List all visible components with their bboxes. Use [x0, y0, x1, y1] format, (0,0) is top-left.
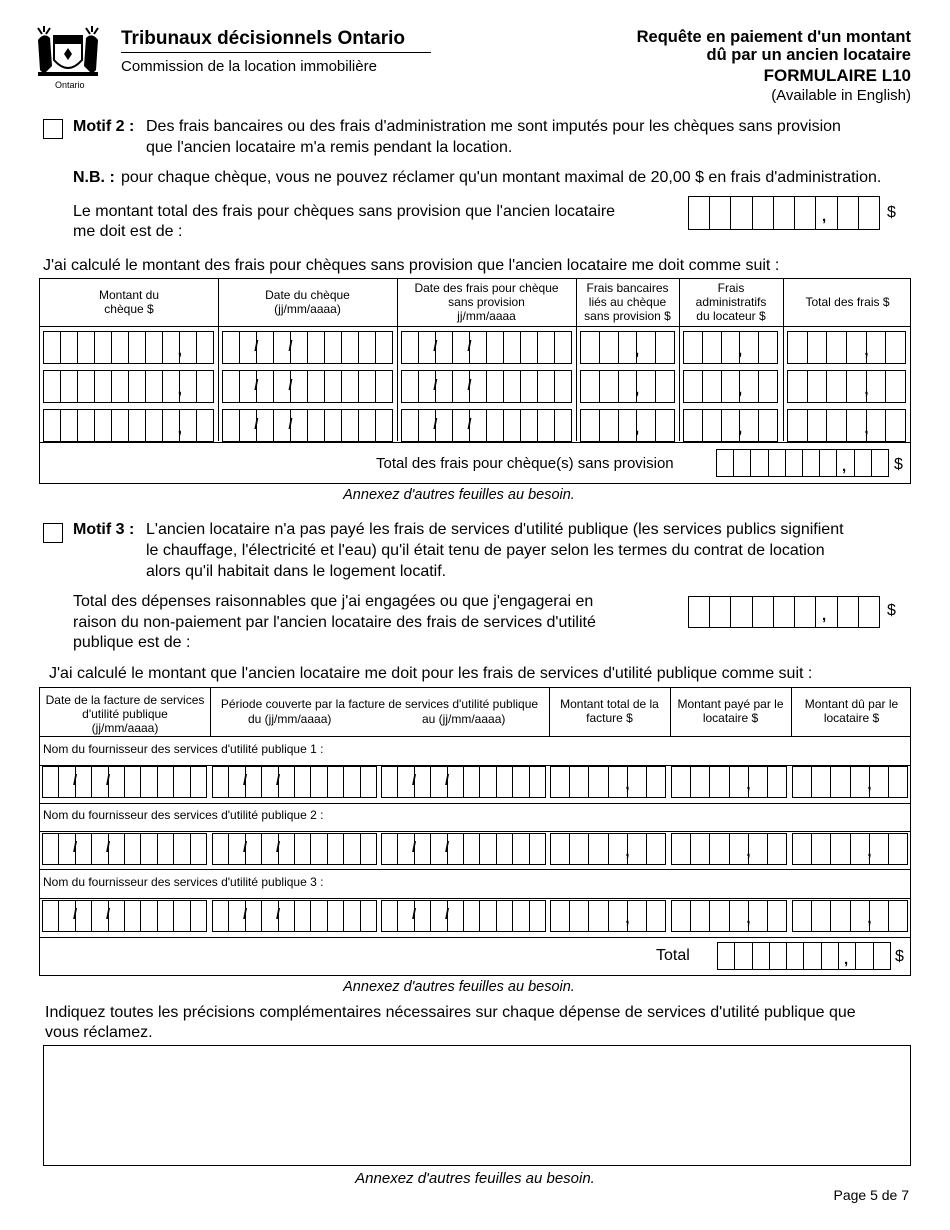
- details-prompt-2: vous réclamez.: [45, 1024, 153, 1041]
- utilities-table: [39, 687, 911, 976]
- admin-fees-field[interactable]: [683, 331, 778, 364]
- date-slash: /: [254, 376, 259, 394]
- date-slash: /: [243, 906, 248, 923]
- annex-note-1: Annexez d'autres feuilles au besoin.: [343, 487, 575, 503]
- col-header-period-from: du (jj/mm/aaaa): [248, 712, 332, 726]
- motif2-checkbox[interactable]: [43, 119, 63, 139]
- motif2-total-amount-field[interactable]: [688, 196, 880, 230]
- invoice-date-field[interactable]: [42, 833, 207, 865]
- decimal-comma: ,: [635, 419, 640, 437]
- date-slash: /: [412, 906, 417, 923]
- decimal-comma: ,: [635, 341, 640, 359]
- decimal-comma: ,: [842, 458, 847, 475]
- provider-1-label: Nom du fournisseur des services d'utilité publique 1 :: [43, 742, 324, 756]
- motif3-total-amount-field[interactable]: [688, 596, 880, 628]
- decimal-comma: ,: [864, 380, 869, 398]
- decimal-comma: ,: [177, 341, 182, 359]
- admin-fees-field[interactable]: [683, 370, 778, 403]
- date-slash: /: [445, 839, 450, 856]
- date-slash: /: [276, 772, 281, 789]
- invoice-total-field[interactable]: [550, 900, 666, 932]
- motif2-total-question-2: me doit est de :: [73, 223, 183, 240]
- motif2-calc-intro: J'ai calculé le montant des frais pour chèques sans provision que l'ancien locataire me doit comme suit :: [43, 257, 780, 274]
- motif3-calc-intro: J'ai calculé le montant que l'ancien locataire me doit pour les frais de services d'utilité publique comme suit :: [49, 665, 813, 682]
- motif3-text-3: alors qu'il habitait dans le logement locatif.: [146, 563, 447, 580]
- amount-owed-field[interactable]: [792, 833, 908, 865]
- invoice-date-field[interactable]: [42, 766, 207, 798]
- details-prompt-1: Indiquez toutes les précisions complémentaires nécessaires sur chaque dépense de services d'utilité publique que: [45, 1004, 856, 1021]
- col-header-invoice-total: Montant total de la facture $: [560, 697, 659, 725]
- invoice-total-field[interactable]: [550, 833, 666, 865]
- utilities-total-label: Total: [656, 947, 690, 964]
- annex-note-3: Annexez d'autres feuilles au besoin.: [355, 1170, 595, 1187]
- date-slash: /: [106, 839, 111, 856]
- available-english: (Available in English): [771, 87, 911, 104]
- date-slash: /: [433, 415, 438, 433]
- cheque-date-field[interactable]: [222, 370, 393, 403]
- amount-owed-field[interactable]: [792, 900, 908, 932]
- decimal-comma: ,: [625, 843, 630, 860]
- decimal-comma: ,: [864, 419, 869, 437]
- col-header-invoice-date: Date de la facture de services d'utilité publique (jj/mm/aaaa): [45, 693, 205, 735]
- date-slash: /: [433, 337, 438, 355]
- annex-note-2: Annexez d'autres feuilles au besoin.: [343, 979, 575, 995]
- date-slash: /: [254, 415, 259, 433]
- nb-text: pour chaque chèque, vous ne pouvez réclamer qu'un montant maximal de 20,00 $ en frais d'administration.: [121, 169, 882, 186]
- decimal-comma: ,: [738, 419, 743, 437]
- decimal-comma: ,: [844, 951, 849, 968]
- decimal-comma: ,: [867, 776, 872, 793]
- motif3-text-2: le chauffage, l'électricité et l'eau) qu'il était tenu de payer selon les termes du contrat de location: [146, 542, 825, 559]
- currency-symbol: $: [887, 602, 896, 619]
- form-title-1: Requête en paiement d'un montant: [636, 28, 911, 46]
- date-slash: /: [276, 839, 281, 856]
- amount-paid-field[interactable]: [671, 900, 787, 932]
- motif3-total-question-3: publique est de :: [73, 634, 191, 651]
- bank-fees-field[interactable]: [580, 370, 675, 403]
- decimal-comma: ,: [177, 380, 182, 398]
- org-name: Tribunaux décisionnels Ontario: [121, 28, 405, 49]
- decimal-comma: ,: [867, 843, 872, 860]
- period-to-field[interactable]: [381, 900, 546, 932]
- nb-label: N.B. :: [73, 169, 115, 186]
- nsf-date-field[interactable]: [401, 409, 572, 442]
- decimal-comma: ,: [625, 776, 630, 793]
- date-slash: /: [288, 415, 293, 433]
- motif2-text-2: que l'ancien locataire m'a remis pendant la location.: [146, 139, 513, 156]
- form-title-2: dû par un ancien locataire: [706, 46, 911, 64]
- col-header-paid: Montant payé par le locataire $: [677, 697, 784, 725]
- amount-paid-field[interactable]: [671, 766, 787, 798]
- bank-fees-field[interactable]: [580, 409, 675, 442]
- date-slash: /: [433, 376, 438, 394]
- period-from-field[interactable]: [212, 900, 377, 932]
- col-header-period: Période couverte par la facture de services d'utilité publique: [220, 697, 539, 711]
- decimal-comma: ,: [746, 776, 751, 793]
- invoice-total-field[interactable]: [550, 766, 666, 798]
- total-fees-field[interactable]: [787, 409, 906, 442]
- decimal-comma: ,: [822, 607, 827, 624]
- motif3-total-question-2: raison du non-paiement par l'ancien locataire des frais de services d'utilité: [73, 614, 596, 631]
- cheque-amount-field[interactable]: [43, 370, 214, 403]
- cheque-amount-field[interactable]: [43, 331, 214, 364]
- motif2-text-1: Des frais bancaires ou des frais d'administration me sont imputés pour les chèques sans provision: [146, 118, 841, 135]
- decimal-comma: ,: [635, 380, 640, 398]
- total-fees-field[interactable]: [787, 331, 906, 364]
- date-slash: /: [106, 906, 111, 923]
- date-slash: /: [254, 337, 259, 355]
- motif2-total-question-1: Le montant total des frais pour chèques sans provision que l'ancien locataire: [73, 203, 616, 220]
- motif3-total-question-1: Total des dépenses raisonnables que j'ai engagées ou que j'engagerai en: [73, 593, 594, 610]
- period-to-field[interactable]: [381, 833, 546, 865]
- cheque-date-field[interactable]: [222, 331, 393, 364]
- cheque-amount-field[interactable]: [43, 409, 214, 442]
- date-slash: /: [445, 772, 450, 789]
- date-slash: /: [73, 906, 78, 923]
- nsf-total-field[interactable]: [716, 449, 889, 477]
- currency-symbol: $: [887, 204, 896, 221]
- nsf-date-field[interactable]: [401, 370, 572, 403]
- page-number: Page 5 de 7: [833, 1187, 909, 1203]
- provider-3-label: Nom du fournisseur des services d'utilité publique 3 :: [43, 875, 324, 889]
- date-slash: /: [73, 772, 78, 789]
- date-slash: /: [467, 337, 472, 355]
- provider-2-label: Nom du fournisseur des services d'utilité publique 2 :: [43, 808, 324, 822]
- details-textarea[interactable]: [43, 1045, 911, 1166]
- date-slash: /: [288, 337, 293, 355]
- date-slash: /: [243, 839, 248, 856]
- decimal-comma: ,: [867, 910, 872, 927]
- decimal-comma: ,: [625, 910, 630, 927]
- col-header-cheque-amount: Montant du chèque $: [98, 288, 160, 316]
- ontario-wordmark: Ontario: [55, 80, 85, 90]
- ontario-logo: [34, 26, 102, 92]
- currency-symbol: $: [894, 456, 903, 473]
- nsf-date-field[interactable]: [401, 331, 572, 364]
- decimal-comma: ,: [864, 341, 869, 359]
- total-fees-field[interactable]: [787, 370, 906, 403]
- decimal-comma: ,: [177, 419, 182, 437]
- currency-symbol: $: [895, 948, 904, 965]
- date-slash: /: [276, 906, 281, 923]
- motif3-checkbox[interactable]: [43, 523, 63, 543]
- date-slash: /: [243, 772, 248, 789]
- header-divider: [121, 52, 431, 53]
- motif3-text-1: L'ancien locataire n'a pas payé les frais de services d'utilité publique (les services publics signifient: [146, 521, 844, 538]
- cheque-date-field[interactable]: [222, 409, 393, 442]
- decimal-comma: ,: [738, 341, 743, 359]
- motif2-label: Motif 2 :: [73, 118, 135, 135]
- form-number: FORMULAIRE L10: [763, 66, 911, 85]
- decimal-comma: ,: [746, 843, 751, 860]
- col-header-nsf-date: Date des frais pour chèque sans provision jj/mm/aaaa: [414, 281, 559, 323]
- amount-owed-field[interactable]: [792, 766, 908, 798]
- col-header-cheque-date: Date du chèque (jj/mm/aaaa): [265, 288, 350, 316]
- decimal-comma: ,: [738, 380, 743, 398]
- admin-fees-field[interactable]: [683, 409, 778, 442]
- col-header-owed: Montant dû par le locataire $: [804, 697, 899, 725]
- nsf-total-label: Total des frais pour chèque(s) sans provision: [376, 455, 674, 472]
- col-header-admin-fees: Frais administratifs du locateur $: [695, 281, 767, 323]
- amount-paid-field[interactable]: [671, 833, 787, 865]
- date-slash: /: [412, 772, 417, 789]
- date-slash: /: [106, 772, 111, 789]
- col-header-total-fees: Total des frais $: [805, 295, 890, 309]
- motif3-label: Motif 3 :: [73, 521, 135, 538]
- decimal-comma: ,: [746, 910, 751, 927]
- date-slash: /: [445, 906, 450, 923]
- period-to-field[interactable]: [381, 766, 546, 798]
- period-from-field[interactable]: [212, 766, 377, 798]
- utilities-total-field[interactable]: [717, 942, 891, 970]
- col-header-period-to: au (jj/mm/aaaa): [422, 712, 506, 726]
- date-slash: /: [467, 415, 472, 433]
- board-name: Commission de la location immobilière: [121, 58, 377, 75]
- bank-fees-field[interactable]: [580, 331, 675, 364]
- date-slash: /: [412, 839, 417, 856]
- date-slash: /: [73, 839, 78, 856]
- col-header-bank-fees: Frais bancaires liés au chèque sans provision $: [584, 281, 671, 323]
- date-slash: /: [467, 376, 472, 394]
- decimal-comma: ,: [822, 208, 827, 225]
- date-slash: /: [288, 376, 293, 394]
- period-from-field[interactable]: [212, 833, 377, 865]
- invoice-date-field[interactable]: [42, 900, 207, 932]
